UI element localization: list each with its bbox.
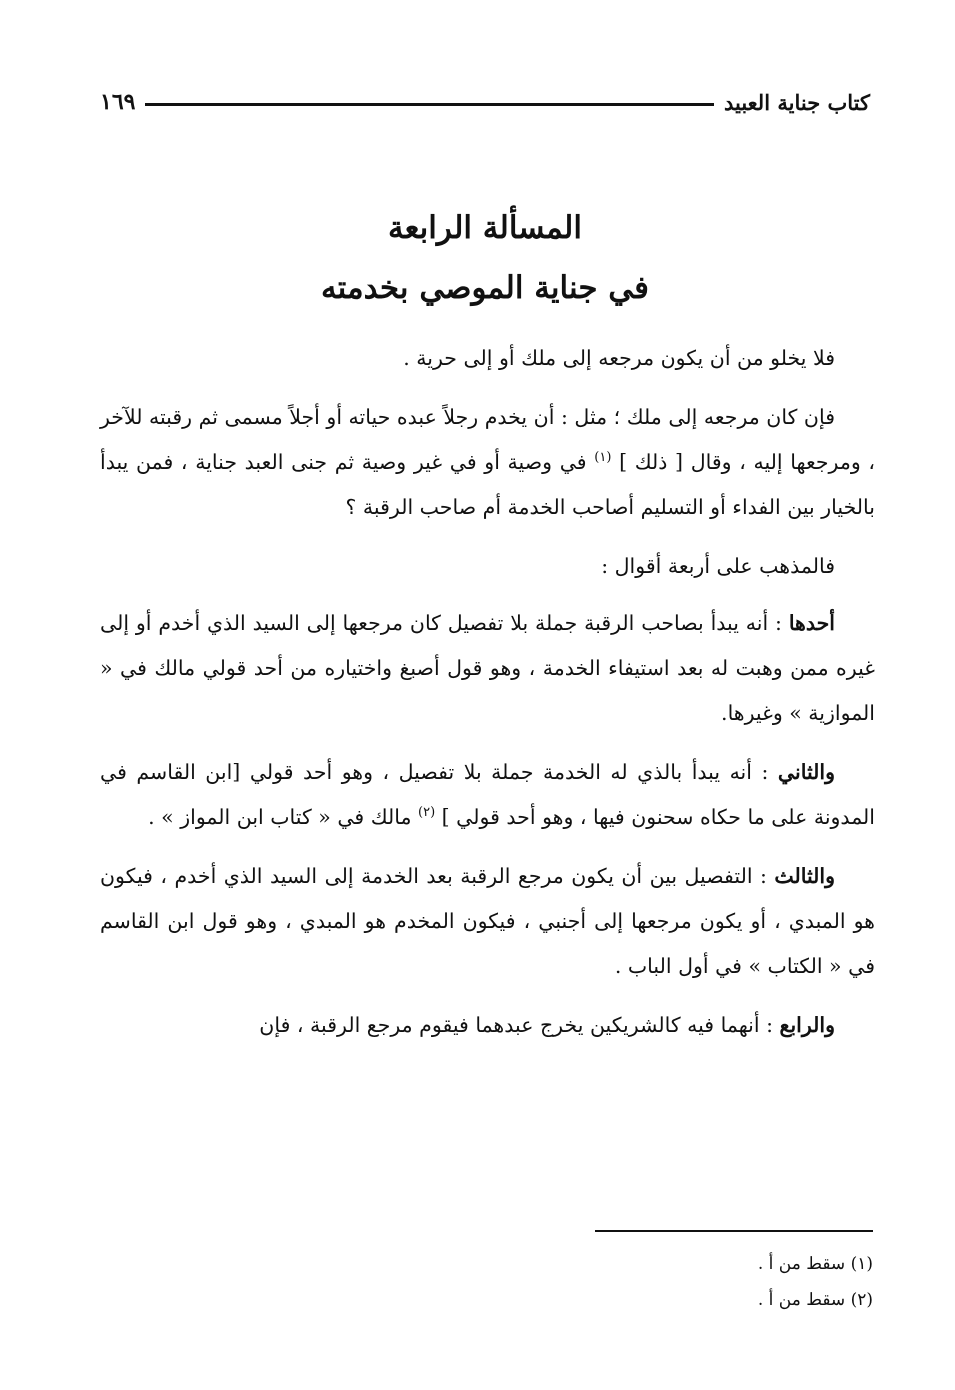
- paragraph-opinion-1: [100, 601, 875, 736]
- paragraph-ownership-case: [100, 395, 875, 530]
- opinion-2-text-b: مالك في « كتاب ابن المواز » .: [148, 805, 412, 829]
- running-header: [100, 82, 870, 122]
- footnote-2: (٢) سقط من أ .: [757, 1290, 873, 1310]
- paragraph-four-opinions: [100, 544, 875, 589]
- section-subtitle: في جناية الموصي بخدمته: [321, 270, 649, 306]
- opinion-2-lead: والثاني: [777, 760, 835, 784]
- paragraph-intro: [100, 336, 875, 381]
- footnote-separator: [595, 1230, 873, 1232]
- opinion-1-text: : أنه يبدأ بصاحب الرقبة جملة بلا تفصيل كان مرجعها إلى السيد الذي أخدم أو إلى غيره ممن وهبت له بعد استيفاء الخدمة ، وهو قول أصبغ واختياره من أحد قولي مالك في « الموازية » وغيرها.: [100, 611, 875, 725]
- opinion-3-text: : التفصيل بين أن يكون مرجع الرقبة بعد الخدمة إلى السيد الذي أخدم ، فيكون هو المبدي ، أو يكون مرجعها إلى أجنبي ، فيكون المخدم هو المبدي ، وهو قول ابن القاسم في « الكتاب » في أول الباب .: [100, 864, 875, 978]
- paragraph-opinion-3: [100, 854, 875, 989]
- paragraph-2-text-b: في وصية أو في غير وصية ثم جنى العبد جناية ، فمن يبدأ بالخيار بين الفداء أو التسليم أصاحب الخدمة أم صاحب الرقبة ؟: [100, 450, 875, 519]
- section-title: المسألة الرابعة: [388, 210, 582, 246]
- footnote-ref-1: (١): [594, 450, 612, 466]
- paragraph-opinion-2: [100, 750, 875, 840]
- opinion-1-lead: أحدها: [788, 611, 835, 635]
- paragraph-2-text-a: فإن كان مرجعه إلى ملك ؛ مثل : أن يخدم رجلاً عبده حياته أو أجلاً مسمى ثم رقبته للآخر ، ومرجعها إليه ، وقال [ ذلك ]: [100, 405, 875, 474]
- header-title: كتاب جناية العبيد: [723, 89, 870, 115]
- page-number: ١٦٩: [100, 89, 136, 115]
- paragraph-3-text: فالمذهب على أربعة أقوال :: [601, 554, 835, 578]
- opinion-3-lead: والثالث: [774, 864, 835, 888]
- footnote-1: (١) سقط من أ .: [757, 1254, 873, 1274]
- header-rule: [145, 103, 714, 106]
- body-text: [100, 336, 875, 1062]
- opinion-4-text: : أنهما فيه كالشريكين يخرج عبدهما فيقوم مرجع الرقبة ، فإن: [259, 1013, 773, 1037]
- opinion-2-text-a: : أنه يبدأ بالذي له الخدمة جملة بلا تفصيل ، وهو أحد قولي [ابن القاسم في المدونة على ما حكاه سحنون فيها ، وهو أحد قولي ]: [100, 760, 875, 829]
- paragraph-opinion-4: [100, 1003, 875, 1048]
- footnotes: [473, 1246, 873, 1318]
- paragraph-1-text: فلا يخلو من أن يكون مرجعه إلى ملك أو إلى حرية .: [403, 346, 835, 370]
- footnote-ref-2: (٢): [418, 805, 436, 821]
- opinion-4-lead: والرابع: [779, 1013, 835, 1037]
